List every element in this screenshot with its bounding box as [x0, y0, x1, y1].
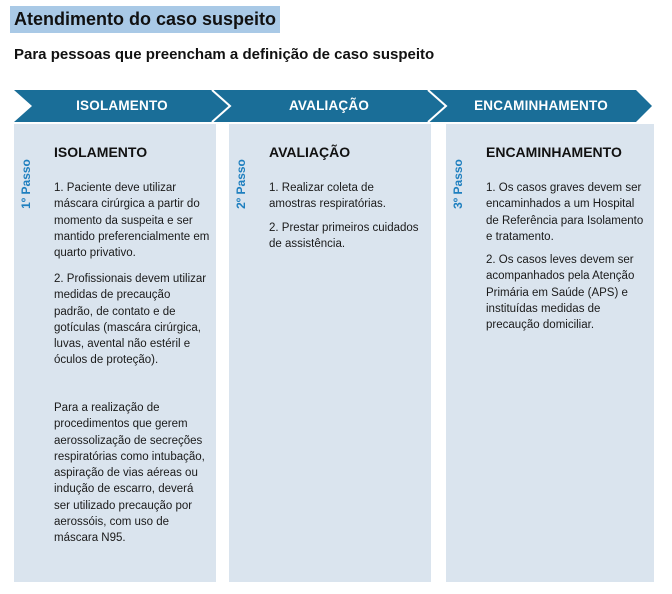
paragraph-encaminhamento-2: 2. Os casos leves devem ser acompanhados pela Atenção Primária em Saúde (APS) e instituídas medidas de precaução domiciliar.	[486, 254, 635, 332]
step-label-1: 1º Passo	[19, 159, 33, 209]
panel-title-encaminhamento: ENCAMINHAMENTO	[486, 144, 622, 160]
paragraph-isolamento-1: 1. Paciente deve utilizar máscara cirúrgica a partir do momento da suspeita e ser mantido preferencialmente em quarto privativo.	[54, 182, 210, 260]
paragraph-isolamento-2: 2. Profissionais devem utilizar medidas de precaução padrão, de contato e de gotículas (mascára cirúrgica, luvas, avental não estéril e óculos de proteção).	[54, 273, 207, 367]
paragraph-avaliacao-1: 1. Realizar coleta de amostras respiratórias.	[269, 182, 386, 211]
panel-title-isolamento: ISOLAMENTO	[54, 144, 148, 160]
paragraph-encaminhamento-1: 1. Os casos graves devem ser encaminhados a um Hospital de Referência para Isolamento e tratamento.	[486, 182, 644, 243]
paragraph-avaliacao-2: 2. Prestar primeiros cuidados de assistência.	[269, 222, 419, 251]
panel-encaminhamento	[446, 124, 654, 582]
panel-title-avaliacao: AVALIAÇÃO	[269, 144, 351, 160]
page-subtitle: Para pessoas que preencham a definição de caso suspeito	[14, 46, 435, 63]
step-label-2: 2º Passo	[234, 159, 248, 209]
arrow-label-avaliacao: AVALIAÇÃO	[288, 98, 370, 113]
panel-avaliacao	[229, 124, 431, 582]
panel-isolamento	[14, 124, 216, 582]
page-title: Atendimento do caso suspeito	[10, 6, 280, 33]
arrow-label-isolamento: ISOLAMENTO	[76, 98, 168, 113]
step-label-3: 3º Passo	[451, 159, 465, 209]
paragraph-isolamento-3: Para a realização de procedimentos que gerem aerossolização de secreções respiratórias como intubação, aspiração de vias aéreas ou indução de escarro, deverá ser utilizado precaução por aerossóis, com uso de máscara N95.	[54, 402, 205, 545]
arrow-label-encaminhamento: ENCAMINHAMENTO	[474, 98, 608, 113]
